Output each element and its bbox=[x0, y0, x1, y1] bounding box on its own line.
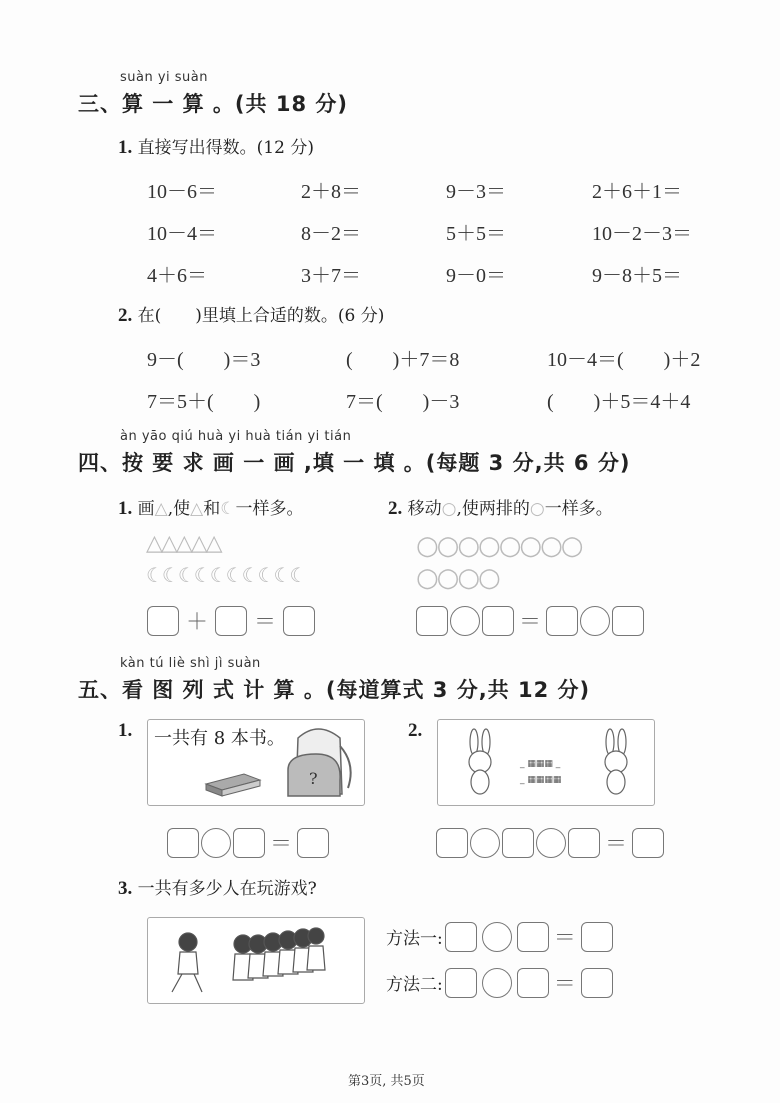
s3-q1-r1c3: 10－2－3＝ bbox=[592, 223, 692, 245]
triangle-icon: △ bbox=[190, 499, 204, 519]
s3-q1-r0c0: 10－6＝ bbox=[147, 181, 217, 203]
equals-sign: ＝ bbox=[254, 610, 277, 635]
equals-sign: ＝ bbox=[270, 832, 293, 857]
equals-sign: ＝ bbox=[605, 832, 628, 857]
s4-q2-num: 2. bbox=[388, 498, 403, 519]
section4-title: 四、按 要 求 画 一 画 ,填 一 填 。(每题 3 分,共 6 分) bbox=[78, 451, 631, 475]
equals-sign: ＝ bbox=[519, 610, 542, 635]
plus-sign: ＋ bbox=[186, 610, 209, 635]
s3-q1-text: 直接写出得数。(12 分) bbox=[137, 138, 314, 158]
method2-label: 方法二: bbox=[386, 975, 443, 995]
s3-q2-text: 在( )里填上合适的数。(6 分) bbox=[137, 306, 385, 326]
backpack-icon bbox=[278, 724, 358, 802]
moon-icon: ☾ bbox=[220, 499, 236, 519]
s5-q2-answer-row bbox=[436, 827, 664, 858]
s3-q2-num: 2. bbox=[118, 305, 133, 326]
s3-q2-r1c2[interactable]: ( )＋5＝4＋4 bbox=[547, 391, 691, 413]
books-backpack-picture bbox=[147, 719, 365, 806]
equals-sign: ＝ bbox=[553, 926, 576, 951]
children-playing-picture bbox=[147, 917, 365, 1004]
s5-q2-num: 2. bbox=[408, 720, 423, 741]
children-illustration bbox=[158, 924, 354, 998]
answer-box[interactable] bbox=[581, 922, 613, 952]
s3-q1-r2c3: 9－8＋5＝ bbox=[592, 265, 682, 287]
s4-q1-text-c: 和 bbox=[203, 499, 221, 519]
s5-q2-num-wrap bbox=[408, 720, 422, 742]
operator-circle[interactable] bbox=[482, 922, 512, 952]
circle-icon: ○ bbox=[441, 499, 457, 519]
s3-q1-r2c1: 3＋7＝ bbox=[301, 265, 361, 287]
circle-icon: ○ bbox=[529, 499, 545, 519]
s5-q3-method2-row bbox=[386, 967, 613, 998]
answer-box[interactable] bbox=[502, 828, 534, 858]
moons-row: ☾☾☾☾☾☾☾☾☾☾ bbox=[146, 563, 306, 587]
s4-q2-answer-row bbox=[416, 605, 644, 636]
s3-q2-r0c2[interactable]: 10－4＝( )＋2 bbox=[547, 349, 701, 371]
s3-q1-r0c1: 2＋8＝ bbox=[301, 181, 361, 203]
answer-box[interactable] bbox=[581, 968, 613, 998]
s3-q1-heading bbox=[118, 133, 314, 159]
s4-q1-heading bbox=[118, 494, 303, 520]
books-icon bbox=[204, 768, 264, 800]
s4-q1-answer-row bbox=[147, 605, 315, 636]
s5-q3-text: 一共有多少人在玩游戏? bbox=[137, 879, 317, 899]
answer-box[interactable] bbox=[283, 606, 315, 636]
s3-q1-r0c3: 2＋6＋1＝ bbox=[592, 181, 682, 203]
s5-q1-answer-row bbox=[167, 827, 329, 858]
s5-q3-method1-row bbox=[386, 921, 613, 952]
answer-box[interactable] bbox=[445, 922, 477, 952]
page-number: 第3页, 共5页 bbox=[348, 1074, 425, 1089]
answer-box[interactable] bbox=[167, 828, 199, 858]
s4-q2-text-b: ,使两排的 bbox=[456, 499, 530, 519]
answer-box[interactable] bbox=[612, 606, 644, 636]
answer-box[interactable] bbox=[517, 922, 549, 952]
svg-text:_ ▦▦▦▦: _ ▦▦▦▦ bbox=[520, 775, 562, 785]
s5-q3-num: 3. bbox=[118, 878, 133, 899]
svg-text:_ ▦▦▦ _: _ ▦▦▦ _ bbox=[520, 759, 561, 769]
answer-box[interactable] bbox=[568, 828, 600, 858]
svg-text:?: ? bbox=[309, 769, 318, 788]
s3-q2-r1c1[interactable]: 7＝( )－3 bbox=[346, 391, 460, 413]
answer-box[interactable] bbox=[215, 606, 247, 636]
s4-q2-heading bbox=[388, 494, 613, 520]
s3-q1-r0c2: 9－3＝ bbox=[446, 181, 506, 203]
operator-circle[interactable] bbox=[536, 828, 566, 858]
rabbits-carrots-illustration bbox=[460, 728, 636, 798]
s4-q1-num: 1. bbox=[118, 498, 133, 519]
answer-box[interactable] bbox=[416, 606, 448, 636]
s4-q2-text-a: 移动 bbox=[407, 499, 442, 519]
section3-pinyin: suàn yi suàn bbox=[120, 70, 209, 85]
method1-label: 方法一: bbox=[386, 929, 443, 949]
s4-q1-text-d: 一样多。 bbox=[235, 499, 304, 519]
circles-row-2[interactable]: ○○○○ bbox=[416, 563, 499, 593]
section4-pinyin: àn yāo qiú huà yi huà tián yi tián bbox=[120, 429, 352, 444]
rabbits-picture bbox=[437, 719, 655, 806]
s3-q2-r1c0[interactable]: 7＝5＋( ) bbox=[147, 391, 261, 413]
answer-box[interactable] bbox=[297, 828, 329, 858]
answer-box[interactable] bbox=[436, 828, 468, 858]
s3-q1-r1c1: 8－2＝ bbox=[301, 223, 361, 245]
answer-box[interactable] bbox=[147, 606, 179, 636]
s3-q1-r1c2: 5＋5＝ bbox=[446, 223, 506, 245]
triangle-icon: △ bbox=[154, 499, 168, 519]
operator-circle[interactable] bbox=[201, 828, 231, 858]
s3-q2-r0c0[interactable]: 9－( )＝3 bbox=[147, 349, 261, 371]
s5-q3-heading bbox=[118, 874, 317, 900]
s4-q2-text-c: 一样多。 bbox=[544, 499, 613, 519]
s4-q1-text-b: ,使 bbox=[167, 499, 191, 519]
triangles-row: △△△△△ bbox=[146, 531, 221, 556]
answer-box[interactable] bbox=[632, 828, 664, 858]
operator-circle[interactable] bbox=[450, 606, 480, 636]
s3-q1-r2c2: 9－0＝ bbox=[446, 265, 506, 287]
s5-q1-num-wrap bbox=[118, 720, 132, 742]
s3-q1-num: 1. bbox=[118, 137, 133, 158]
s3-q1-r2c0: 4＋6＝ bbox=[147, 265, 207, 287]
answer-box[interactable] bbox=[445, 968, 477, 998]
operator-circle[interactable] bbox=[470, 828, 500, 858]
section3-title: 三、算 一 算 。(共 18 分) bbox=[78, 92, 348, 116]
section5-pinyin: kàn tú liè shì jì suàn bbox=[120, 656, 261, 671]
answer-box[interactable] bbox=[482, 606, 514, 636]
operator-circle[interactable] bbox=[580, 606, 610, 636]
answer-box[interactable] bbox=[517, 968, 549, 998]
section5-title: 五、看 图 列 式 计 算 。(每道算式 3 分,共 12 分) bbox=[78, 678, 591, 702]
answer-box[interactable] bbox=[233, 828, 265, 858]
s3-q2-heading bbox=[118, 301, 384, 327]
answer-box[interactable] bbox=[546, 606, 578, 636]
s5-q1-num: 1. bbox=[118, 720, 133, 741]
s5-q1-caption: 一共有 8 本书。 bbox=[154, 728, 285, 749]
circles-row-1[interactable]: ○○○○○○○○ bbox=[416, 531, 582, 561]
s3-q2-r0c1[interactable]: ( )＋7＝8 bbox=[346, 349, 460, 371]
equals-sign: ＝ bbox=[553, 972, 576, 997]
operator-circle[interactable] bbox=[482, 968, 512, 998]
s4-q1-text-a: 画 bbox=[137, 499, 155, 519]
s3-q1-r1c0: 10－4＝ bbox=[147, 223, 217, 245]
